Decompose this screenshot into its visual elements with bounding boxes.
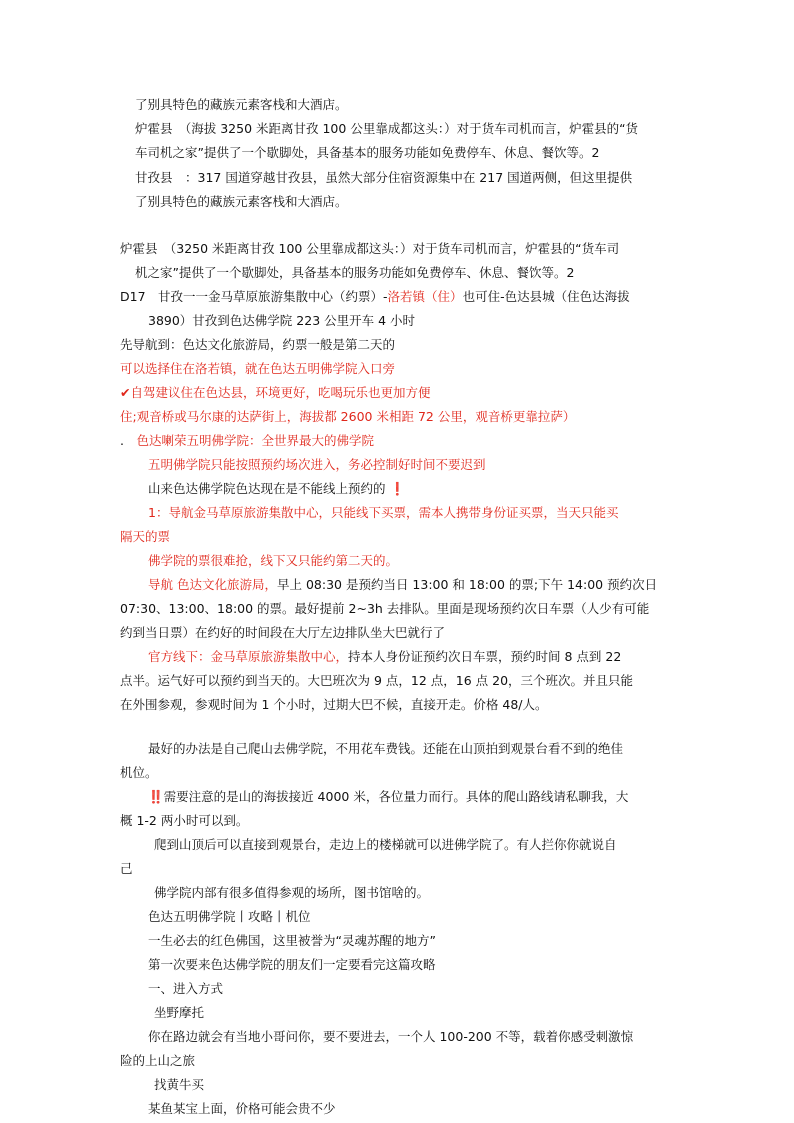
- text-line: [148, 455, 486, 474]
- text-span: 住;观音桥或马尔康的达萨街上，海拔都 2600 米相距 72 公里，观音桥更靠拉萨）: [120, 409, 576, 424]
- text-line: [154, 883, 429, 902]
- text-line: [120, 671, 633, 690]
- text-span: 甘孜县 ：317 国道穿越甘孜县，虽然大部分住宿资源集中在 217 国道两侧，但这里提供: [135, 170, 633, 185]
- text-line: [135, 263, 574, 282]
- text-span: 07:30、13:00、18:00 的票。最好提前 2~3h 去排队。里面是现场预约次日车票（人少有可能: [120, 601, 650, 616]
- text-span: 佛学院的票很难抢，线下又只能约第二天的。: [148, 553, 399, 568]
- text-line: [148, 503, 618, 522]
- text-span: ‼️需要注意的是山的海拔接近 4000 米，各位量力而行。具体的爬山路线请私聊我，大: [148, 789, 629, 804]
- text-span: 隔天的票: [120, 529, 171, 544]
- text-span: 己: [120, 861, 133, 876]
- text-line: [148, 739, 623, 758]
- text-span: 爬到山顶后可以直接到观景台，走边上的楼梯就可以进佛学院了。有人拦你你就说自: [154, 837, 617, 852]
- text-line: [148, 907, 311, 926]
- text-line: [120, 599, 649, 618]
- text-span: 在外围参观，参观时间为 1 个小时，过期大巴不候，直接开走。价格 48/人。: [120, 697, 548, 712]
- text-line: [135, 119, 638, 138]
- text-line: [148, 647, 621, 666]
- text-line: [154, 1075, 204, 1094]
- text-span: 车司机之家”提供了一个歇脚处，具备基本的服务功能如免费停车、休息、餐饮等。2: [135, 145, 600, 160]
- text-span: 可以选择住在洛若镇，就在色达五明佛学院入口旁: [120, 361, 396, 376]
- section-heading: 色达喇荣五明佛学院：全世界最大的佛学院: [123, 433, 374, 448]
- text-span: 炉霍县 （海拔 3250 米距离甘孜 100 公里靠成都这头：）对于货车司机而言，炉霍县的“货: [135, 121, 639, 136]
- text-span: 一生必去的红色佛国，这里被誉为“灵魂苏醒的地方”: [148, 933, 436, 948]
- text-line: [120, 763, 158, 782]
- text-line: [120, 695, 548, 714]
- text-span: 炉霍县 （3250 米距离甘孜 100 公里靠成都这头：）对于货车司机而言，炉霍县的“货车司: [120, 241, 620, 256]
- text-span: 持本人身份证预约次日车票，预约时间 8 点到 22: [348, 649, 622, 664]
- text-span: 一、进入方式: [148, 981, 224, 996]
- text-line: [135, 192, 348, 211]
- text-span: .: [120, 433, 124, 448]
- text-line: [120, 335, 395, 354]
- text-line: [120, 239, 619, 258]
- text-span: 五明佛学院只能按照预约场次进入，务必控制好时间不要迟到: [148, 457, 486, 472]
- text-span: 坐野摩托: [154, 1005, 205, 1020]
- text-line: [120, 407, 575, 426]
- text-line: [148, 575, 657, 594]
- text-span: 机位。: [120, 765, 158, 780]
- text-line: [135, 143, 599, 162]
- text-span: 找黄牛买: [154, 1077, 205, 1092]
- text-span: 了别具特色的藏族元素客栈和大酒店。: [135, 97, 348, 112]
- text-span: 第一次要来色达佛学院的朋友们一定要看完这篇攻略: [148, 957, 436, 972]
- text-span: 佛学院内部有很多值得参观的场所，图书馆啥的。: [154, 885, 430, 900]
- text-span: 导航 色达文化旅游局，: [148, 577, 277, 592]
- text-span: 山来色达佛学院色达现在是不能线上预约的 ❗: [148, 481, 406, 496]
- text-line: [120, 383, 431, 402]
- text-line: [148, 1027, 633, 1046]
- text-line: [148, 931, 436, 950]
- text-line: [154, 1003, 204, 1022]
- text-span: 1：导航金马草原旅游集散中心，只能线下买票，需本人携带身份证买票，当天只能买: [148, 505, 619, 520]
- text-line: [120, 811, 248, 830]
- text-span: 点半。运气好可以预约到当天的。大巴班次为 9 点，12 点，16 点 20，三个班次。并且只能: [120, 673, 634, 688]
- text-span: 概 1-2 两小时可以到。: [120, 813, 249, 828]
- text-span: 你在路边就会有当地小哥问你，要不要进去，一个人 100-200 不等，载着你感受刺激惊: [148, 1029, 634, 1044]
- text-span: 3890）甘孜到色达佛学院 223 公里开车 4 小时: [148, 313, 416, 328]
- text-line: [120, 431, 374, 450]
- text-span: D17 甘孜一一金马草原旅游集散中心（约票）-: [120, 289, 388, 304]
- text-span: 某鱼某宝上面，价格可能会贵不少: [148, 1101, 336, 1116]
- text-line: [120, 527, 170, 546]
- text-line: [148, 979, 223, 998]
- text-span: 色达五明佛学院丨攻略丨机位: [148, 909, 311, 924]
- text-line: [120, 1051, 195, 1070]
- text-line: [148, 1099, 336, 1118]
- text-span: 官方线下：金马草原旅游集散中心，: [148, 649, 349, 664]
- text-span: 自驾建议住在色达县，环境更好，吃喝玩乐也更加方便: [130, 385, 431, 400]
- text-span: 最好的办法是自己爬山去佛学院，不用花车费钱。还能在山顶拍到观景台看不到的绝佳: [148, 741, 624, 756]
- text-line: [120, 623, 445, 642]
- text-span: 险的上山之旅: [120, 1053, 196, 1068]
- text-span: 先导航到：色达文化旅游局，约票一般是第二天的: [120, 337, 396, 352]
- check-icon: ✔: [120, 385, 131, 400]
- text-line: [120, 859, 133, 878]
- text-line: [148, 311, 415, 330]
- text-span: 洛若镇（住）: [387, 289, 463, 304]
- text-span: 早上 08:30 是预约当日 13:00 和 18:00 的票;下午 14:00 预约次日: [276, 577, 658, 592]
- text-line: [148, 479, 405, 498]
- text-line: [154, 835, 617, 854]
- text-line: [120, 359, 395, 378]
- text-line: [120, 287, 630, 306]
- text-line: [148, 551, 398, 570]
- text-span: 机之家”提供了一个歇脚处，具备基本的服务功能如免费停车、休息、餐饮等。2: [135, 265, 575, 280]
- text-span: 约到当日票）在约好的时间段在大厅左边排队坐大巴就行了: [120, 625, 446, 640]
- text-span: 也可住-色达县城（住色达海拔: [462, 289, 630, 304]
- text-line: [148, 787, 628, 806]
- text-line: [148, 955, 436, 974]
- text-line: [135, 168, 632, 187]
- text-span: 了别具特色的藏族元素客栈和大酒店。: [135, 194, 348, 209]
- text-line: [135, 95, 348, 114]
